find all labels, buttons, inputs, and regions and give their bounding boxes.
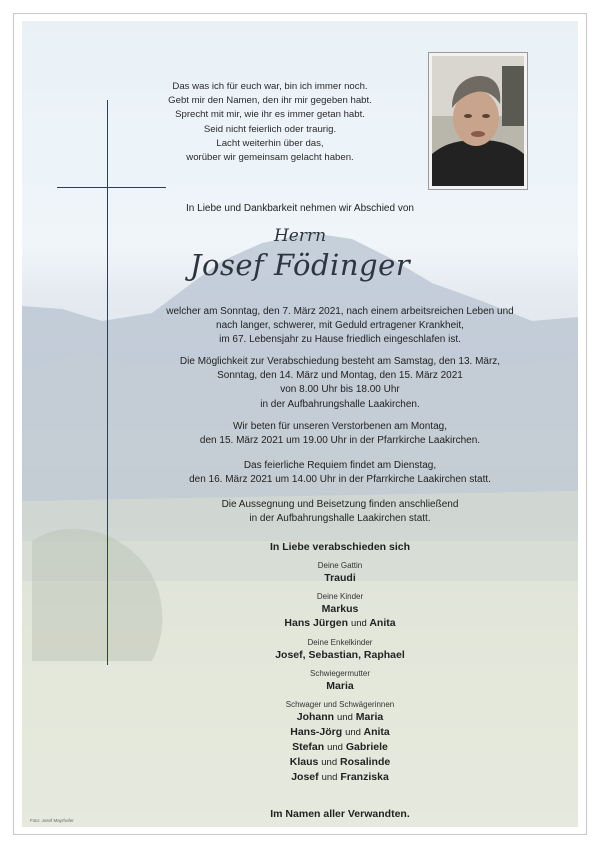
closing-line: Im Namen aller Verwandten. (270, 808, 410, 820)
mourner-conjunction: und (321, 772, 338, 783)
poem-line: Seid nicht feierlich oder traurig. (203, 123, 337, 135)
deceased-name: Josef Födinger (189, 248, 411, 282)
paragraph-line: Sonntag, den 14. März und Montag, den 15. März 2021 (217, 370, 463, 382)
poem-line: Lacht weiterhin über das, (216, 137, 324, 149)
mourner-names (120, 616, 560, 631)
mourner-group-grandchildren (120, 637, 560, 662)
mourner-name: Anita (363, 726, 390, 738)
mourner-names (120, 770, 560, 785)
mourner-name: Stefan (292, 741, 325, 753)
poem-line: Sprecht mit mir, wie ihr es immer getan habt. (175, 109, 365, 121)
mourner-name: Klaus (289, 756, 319, 768)
mourner-relation: Deine Enkelkinder (307, 638, 373, 647)
paragraph-line: nach langer, schwerer, mit Geduld ertragener Krankheit, (216, 320, 464, 332)
cross-vertical (107, 100, 108, 665)
mourners-heading: In Liebe verabschieden sich (269, 541, 411, 553)
mourner-group-mother-in-law (120, 668, 560, 693)
mourner-names (120, 571, 560, 585)
photo-credit: Foto: Josef Mayrhofer (30, 818, 74, 823)
mourner-names (120, 740, 560, 755)
mourner-group-children (120, 591, 560, 631)
paragraph-burial (120, 498, 560, 526)
poem-line: Gebt mir den Namen, den ihr mir gegeben habt. (168, 95, 372, 107)
paragraph-viewing (120, 355, 560, 412)
mourner-relation: Schwiegermutter (309, 669, 371, 678)
mourner-relation: Deine Kinder (316, 592, 364, 601)
mourner-name: Hans Jürgen (284, 617, 349, 629)
mourner-name: Maria (355, 711, 384, 723)
paragraph-line: welcher am Sonntag, den 7. März 2021, nach einem arbeitsreichen Leben und (166, 306, 514, 317)
portrait-image (432, 56, 524, 186)
mourner-names (120, 710, 560, 725)
paragraph-line: von 8.00 Uhr bis 18.00 Uhr (280, 384, 400, 396)
mourner-group-in-laws (120, 699, 560, 785)
intro-line: In Liebe und Dankbarkeit nehmen wir Abschied von (186, 203, 414, 214)
mourner-name: Maria (326, 680, 354, 692)
mourner-conjunction: und (350, 618, 367, 629)
paragraph-prayer (120, 420, 560, 448)
salutation: Herrn (273, 226, 327, 246)
mourner-conjunction: und (337, 712, 353, 723)
poem (140, 80, 400, 165)
paragraph-line: Die Möglichkeit zur Verabschiedung besteht am Samstag, den 13. März, (179, 356, 501, 367)
mourner-relation: Deine Gattin (317, 561, 363, 570)
poem-line: Das was ich für euch war, bin ich immer noch. (172, 81, 368, 92)
cross-horizontal (57, 187, 166, 188)
paragraph-line: den 15. März 2021 um 19.00 Uhr in der Pfarrkirche Laakirchen. (199, 435, 481, 447)
mourner-name: Traudi (324, 572, 356, 584)
paragraph-line: Wir beten für unseren Verstorbenen am Montag, (232, 421, 447, 432)
mourner-name: Rosalinde (340, 756, 391, 768)
mourner-group-spouse (120, 560, 560, 585)
mourner-name: Gabriele (345, 741, 388, 753)
mourner-name: Josef (291, 771, 319, 783)
mourners-list (120, 540, 560, 791)
mourner-names (120, 648, 560, 662)
mourner-name: Markus (321, 603, 359, 615)
portrait-photo (428, 52, 528, 190)
mourner-name: Josef, Sebastian, Raphael (275, 649, 405, 661)
mourner-conjunction: und (345, 727, 361, 738)
paragraph-line: den 16. März 2021 um 14.00 Uhr in der Pfarrkirche Laakirchen statt. (189, 474, 491, 486)
paragraph-requiem (120, 459, 560, 487)
mourner-names (120, 755, 560, 770)
mourner-name: Franziska (340, 771, 389, 783)
mourner-conjunction: und (321, 757, 338, 768)
mourner-name: Johann (296, 711, 335, 723)
mourner-conjunction: und (327, 742, 343, 753)
mourner-relation: Schwager und Schwägerinnen (285, 700, 395, 709)
paragraph-line: Die Aussegnung und Beisetzung finden anschließend (221, 499, 459, 510)
paragraph-line: in der Aufbahrungshalle Laakirchen. (260, 398, 420, 410)
mourner-names (120, 679, 560, 693)
paragraph-line: Das feierliche Requiem findet am Dienstag, (243, 460, 437, 471)
mourner-name: Hans-Jörg (290, 726, 343, 738)
mourner-names (120, 602, 560, 616)
paragraph-line: im 67. Lebensjahr zu Hause friedlich eingeschlafen ist. (219, 334, 461, 346)
paragraph-line: in der Aufbahrungshalle Laakirchen statt. (249, 513, 431, 525)
paragraph-death (120, 305, 560, 348)
mourner-names (120, 725, 560, 740)
mourner-name: Anita (369, 617, 396, 629)
poem-line: worüber wir gemeinsam gelacht haben. (186, 152, 354, 164)
